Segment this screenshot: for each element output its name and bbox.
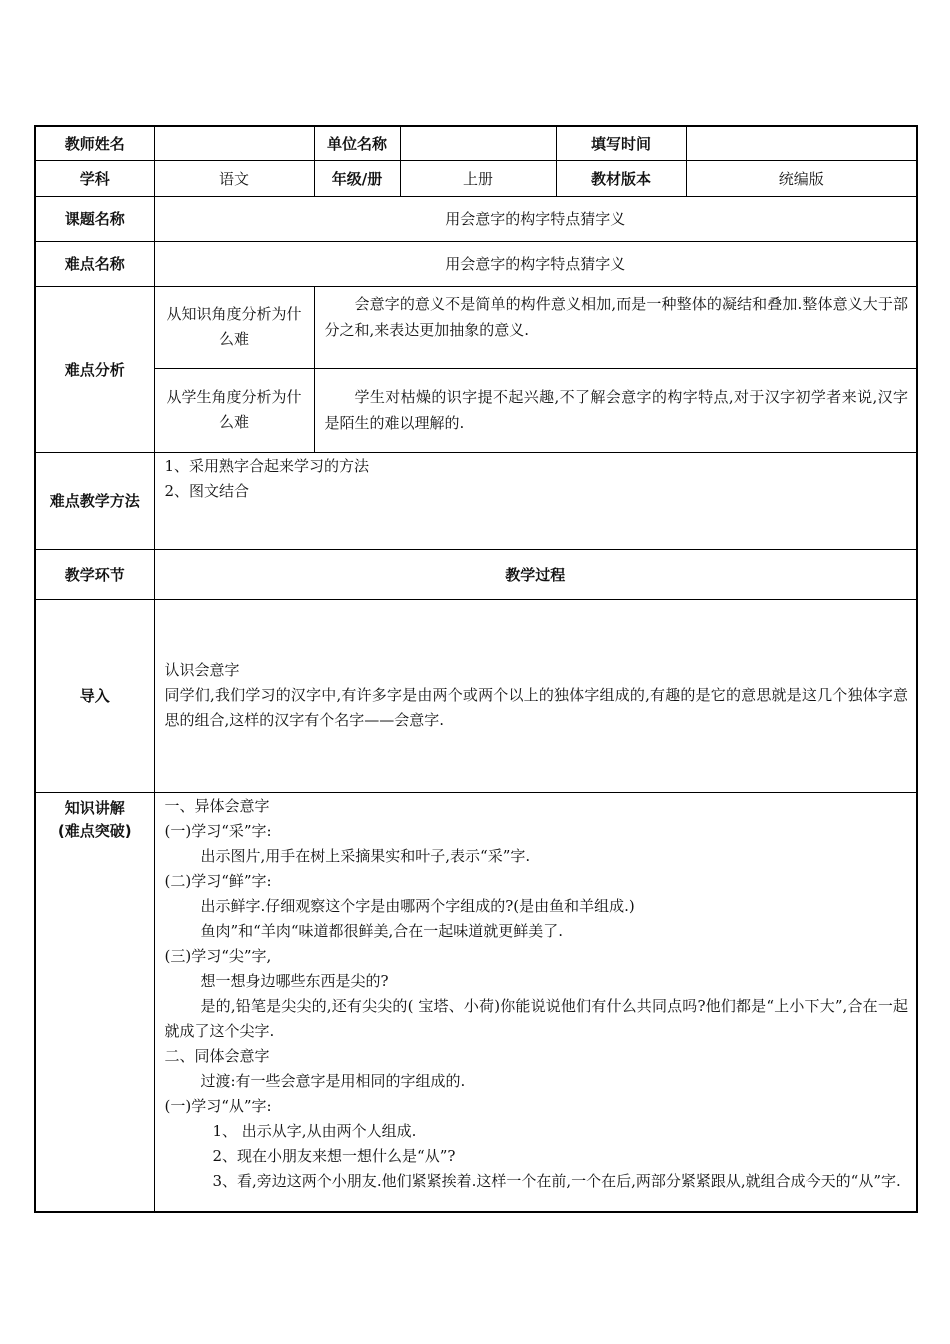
process-header: 教学过程 xyxy=(154,549,917,599)
teacher-label: 教师姓名 xyxy=(35,126,154,160)
knowledge-line: 3、看,旁边这两个小朋友.他们紧紧挨着.这样一个在前,一个在后,两部分紧紧跟从,就组合成今天的“从”字. xyxy=(212,1171,901,1190)
intro-row xyxy=(35,599,917,792)
edition-value: 统编版 xyxy=(686,160,917,196)
knowledge-angle-cell xyxy=(314,286,917,368)
date-label: 填写时间 xyxy=(556,126,686,160)
topic-value: 用会意字的构字特点猜字义 xyxy=(154,196,917,241)
difficulty-label: 难点名称 xyxy=(35,241,154,286)
difficulty-value: 用会意字的构字特点猜字义 xyxy=(154,241,917,286)
student-angle-cell xyxy=(314,368,917,452)
unit-value[interactable] xyxy=(400,126,556,160)
knowledge-line: (二)学习“鲜”字: xyxy=(164,871,272,890)
topic-row xyxy=(35,196,917,241)
knowledge-angle-text: 会意字的意义不是简单的构件意义相加,而是一种整体的凝结和叠加.整体意义大于部分之和,来表达更加抽象的意义. xyxy=(324,294,908,339)
knowledge-label: 知识讲解 xyxy=(64,798,125,817)
student-angle-text: 学生对枯燥的识字提不起兴趣,不了解会意字的构字特点,对于汉字初学者来说,汉字是陌生的难以理解的. xyxy=(324,388,908,432)
knowledge-line: 出示图片,用手在树上采摘果实和叶子,表示“采”字. xyxy=(200,846,531,865)
knowledge-line: 二、同体会意字 xyxy=(164,1046,270,1065)
knowledge-line: 一、异体会意字 xyxy=(164,796,270,815)
knowledge-label-cell xyxy=(35,792,154,1212)
student-angle-label: 从学生角度分析为什么难 xyxy=(154,368,314,452)
method-item: 2、图文结合 xyxy=(164,481,250,500)
header-row xyxy=(35,126,917,160)
date-value[interactable] xyxy=(686,126,917,160)
knowledge-line: 出示鲜字.仔细观察这个字是由哪两个字组成的?(是由鱼和羊组成.) xyxy=(200,896,635,915)
intro-title: 认识会意字 xyxy=(164,661,240,679)
knowledge-cell xyxy=(154,792,917,1212)
stage-header: 教学环节 xyxy=(35,549,154,599)
knowledge-line: 2、现在小朋友来想一想什么是“从”? xyxy=(212,1146,456,1165)
method-item: 1、采用熟字合起来学习的方法 xyxy=(164,456,370,475)
knowledge-line: 1、 出示从字,从由两个人组成. xyxy=(212,1121,417,1140)
method-label: 难点教学方法 xyxy=(35,452,154,549)
intro-label: 导入 xyxy=(35,599,154,792)
intro-cell xyxy=(154,599,917,792)
knowledge-line: 鱼肉”和“羊肉“味道都很鲜美,合在一起味道就更鲜美了. xyxy=(200,921,564,940)
knowledge-line: (三)学习“尖”字, xyxy=(164,946,272,965)
analysis-label: 难点分析 xyxy=(35,286,154,452)
grade-value: 上册 xyxy=(400,160,556,196)
topic-label: 课题名称 xyxy=(35,196,154,241)
method-row xyxy=(35,452,917,549)
analysis-knowledge-row xyxy=(35,286,917,368)
analysis-student-row xyxy=(35,368,917,452)
knowledge-line: 是的,铅笔是尖尖的,还有尖尖的( 宝塔、小荷)你能说说他们有什么共同点吗?他们都是“上小下大”,合在一起就成了这个尖字. xyxy=(164,996,908,1040)
intro-text: 同学们,我们学习的汉字中,有许多字是由两个或两个以上的独体字组成的,有趣的是它的意思就是这几个独体字意思的组合,这样的汉字有个名字——会意字. xyxy=(164,686,908,729)
knowledge-line: (一)学习“采”字: xyxy=(164,821,272,840)
knowledge-sublabel: (难点突破) xyxy=(57,821,132,840)
process-header-row xyxy=(35,549,917,599)
knowledge-line: 过渡:有一些会意字是用相同的字组成的. xyxy=(200,1071,466,1090)
edition-label: 教材版本 xyxy=(556,160,686,196)
grade-label: 年级/册 xyxy=(314,160,400,196)
knowledge-line: 想一想身边哪些东西是尖的? xyxy=(200,971,389,990)
difficulty-row xyxy=(35,241,917,286)
method-cell xyxy=(154,452,917,549)
subject-value: 语文 xyxy=(154,160,314,196)
lesson-plan-table xyxy=(34,125,918,1213)
teacher-value[interactable] xyxy=(154,126,314,160)
unit-label: 单位名称 xyxy=(314,126,400,160)
knowledge-angle-label: 从知识角度分析为什么难 xyxy=(154,286,314,368)
info-row xyxy=(35,160,917,196)
subject-label: 学科 xyxy=(35,160,154,196)
knowledge-line: (一)学习“从”字: xyxy=(164,1096,272,1115)
knowledge-row xyxy=(35,792,917,1212)
